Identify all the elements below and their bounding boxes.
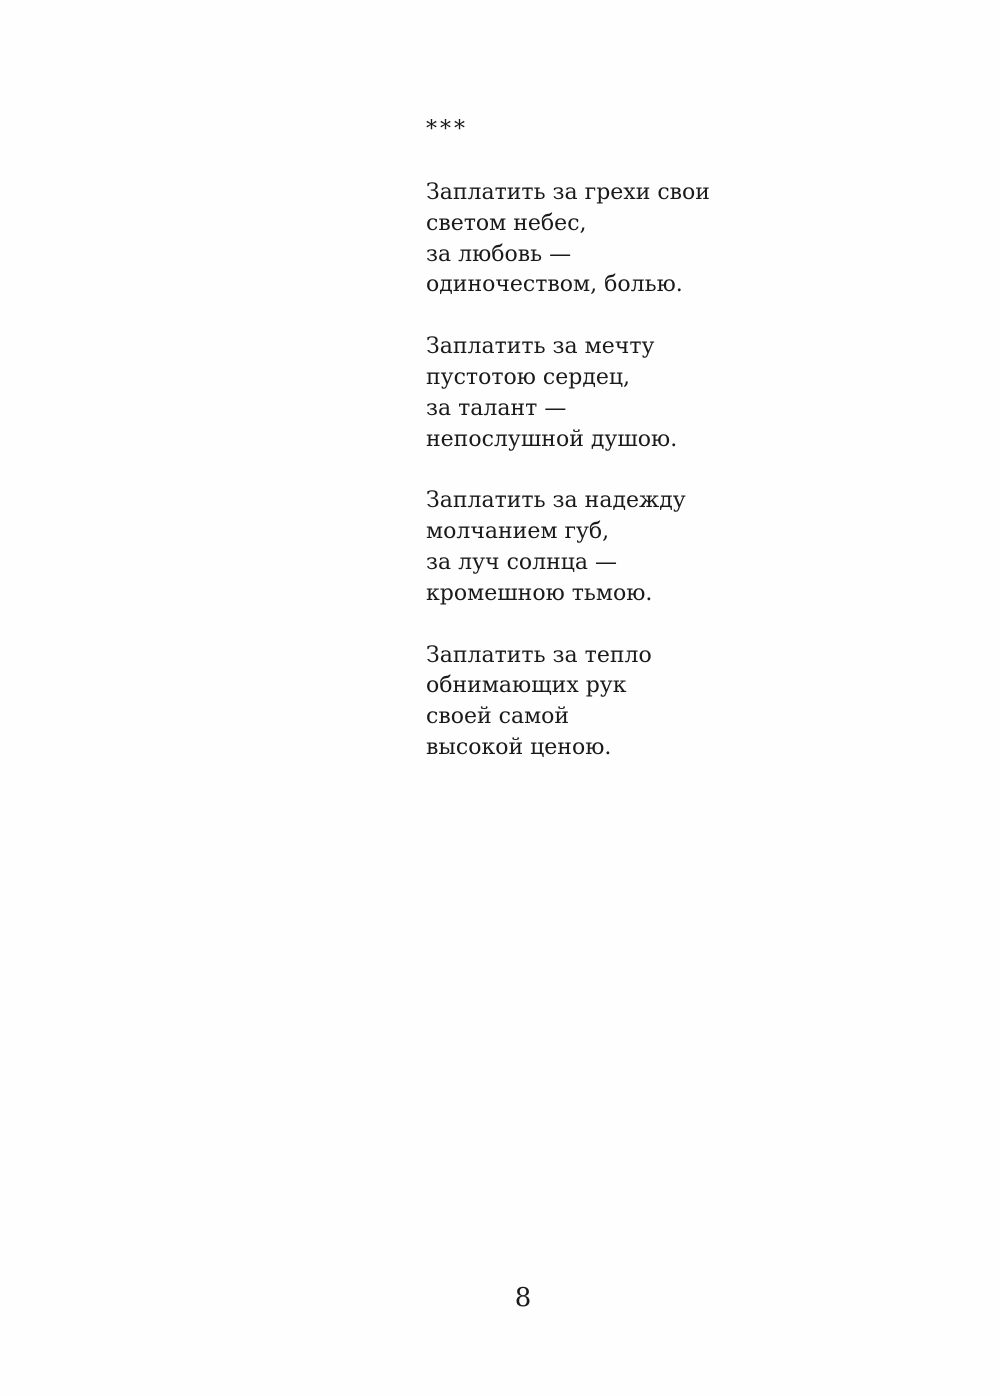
stanza-4 bbox=[426, 641, 846, 764]
poem-line: одиночеством, болью. bbox=[426, 272, 683, 298]
section-separator: *** bbox=[426, 117, 468, 142]
poem-line: за талант — bbox=[426, 395, 567, 421]
poem-line: Заплатить за тепло bbox=[426, 642, 652, 668]
poem-line: Заплатить за мечту bbox=[426, 334, 655, 360]
poem-line: Заплатить за надежду bbox=[426, 488, 686, 514]
poem-line: пустотою сердец, bbox=[426, 364, 631, 390]
page-number: 8 bbox=[514, 1283, 532, 1313]
poem-line: молчанием губ, bbox=[426, 519, 610, 545]
poem-line: за любовь — bbox=[426, 241, 572, 267]
poem-line: высокой ценою. bbox=[426, 734, 612, 760]
poem-line: обнимающих рук bbox=[426, 673, 627, 699]
poem-line: за луч солнца — bbox=[426, 549, 618, 575]
poem-line: кромешною тьмою. bbox=[426, 580, 653, 606]
stanza-2 bbox=[426, 332, 846, 455]
poem-line: своей самой bbox=[426, 704, 570, 730]
stanza-1 bbox=[426, 178, 846, 301]
stanza-3 bbox=[426, 486, 846, 609]
poem-line: Заплатить за грехи свои bbox=[426, 180, 710, 205]
poem-line: светом небес, bbox=[426, 210, 587, 236]
poem bbox=[426, 112, 846, 795]
poem-line: непослушной душою. bbox=[426, 426, 678, 452]
